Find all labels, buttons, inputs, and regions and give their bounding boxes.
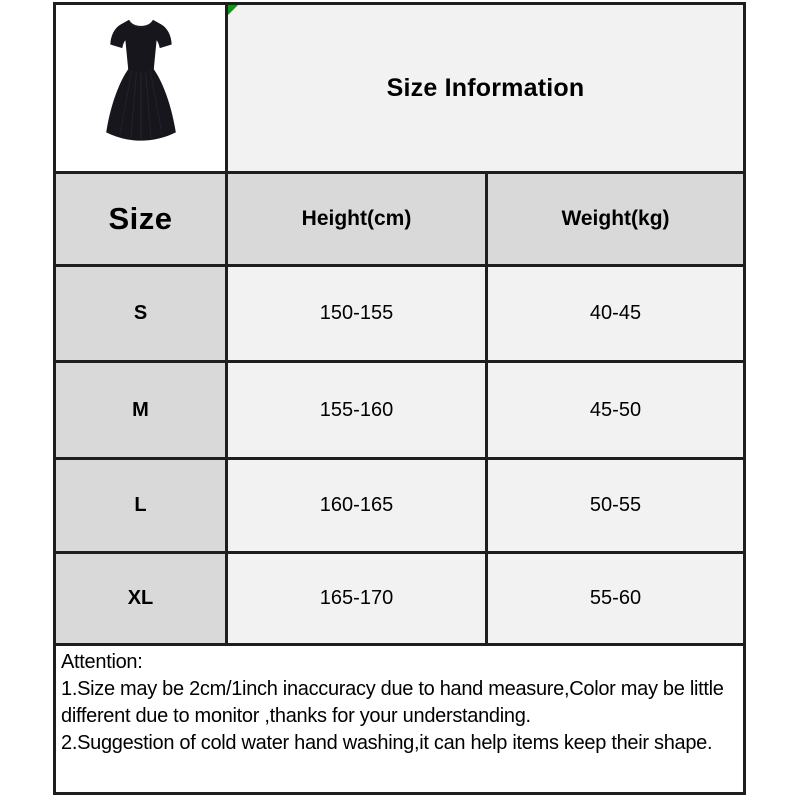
row-xl-height-value: 165-170 — [228, 554, 488, 646]
row-l-size-label: L — [56, 460, 228, 554]
product-image-cell — [56, 5, 228, 174]
green-corner-marker-icon — [228, 5, 238, 15]
row-l-height-value: 160-165 — [228, 460, 488, 554]
row-m-weight-value: 45-50 — [488, 363, 743, 460]
row-s-size-label: S — [56, 267, 228, 363]
dress-image — [95, 17, 187, 159]
column-header-height: Height(cm) — [228, 174, 488, 267]
column-header-size: Size — [56, 174, 228, 267]
row-l-weight-value: 50-55 — [488, 460, 743, 554]
attention-heading: Attention: — [61, 651, 143, 673]
row-m-size-label: M — [56, 363, 228, 460]
size-information-header — [228, 5, 743, 174]
attention-section — [56, 646, 743, 792]
row-s-weight-value: 40-45 — [488, 267, 743, 363]
row-xl-weight-value: 55-60 — [488, 554, 743, 646]
attention-note-2: 2.Suggestion of cold water hand washing,it can help items keep their shape. — [61, 732, 713, 754]
row-s-height-value: 150-155 — [228, 267, 488, 363]
page-title: Size Information — [386, 73, 585, 102]
row-m-height-value: 155-160 — [228, 363, 488, 460]
attention-note-1: 1.Size may be 2cm/1inch inaccuracy due to hand measure,Color may be little different due to monitor ,thanks for your understanding. — [61, 678, 724, 727]
column-header-weight: Weight(kg) — [488, 174, 743, 267]
size-chart-table — [53, 2, 746, 795]
row-xl-size-label: XL — [56, 554, 228, 646]
